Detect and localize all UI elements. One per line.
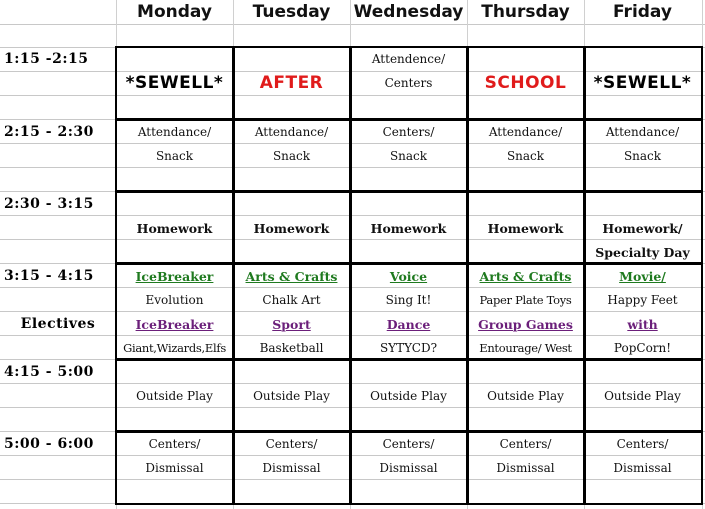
slot2-thursday-line2: Snack [506,149,545,163]
elective-thursday-2-link[interactable]: Group Games [478,316,573,332]
slot6-thursday-line1: Centers/ [499,437,552,451]
slot3-friday-line1: Homework/ [602,220,683,236]
elective-tuesday-2-desc: Basketball [259,341,324,355]
slot1-wednesday-line2: Centers [384,76,433,90]
slot2-tuesday-line2: Snack [272,149,311,163]
slot6-monday-line2: Dismissal [145,461,204,475]
header-thursday: Thursday [481,2,570,22]
slot5-monday: Outside Play [136,389,213,403]
elective-monday-2-link[interactable]: IceBreaker [135,316,214,332]
time-label: 2:15 - 2:30 [4,124,94,140]
elective-friday-2-link[interactable]: with [627,316,658,332]
slot3-thursday: Homework [487,220,564,236]
elective-monday-1-link[interactable]: IceBreaker [135,268,214,284]
slot2-monday-line1: Attendance/ [137,125,212,139]
slot1-friday: *SEWELL* [593,73,692,93]
time-label: 5:00 - 6:00 [4,436,94,452]
header-tuesday: Tuesday [252,2,331,22]
elective-wednesday-2-desc: SYTYCD? [379,341,438,355]
elective-wednesday-2-link[interactable]: Dance [386,316,431,332]
slot5-friday: Outside Play [604,389,681,403]
slot3-wednesday: Homework [370,220,447,236]
slot3-tuesday: Homework [253,220,330,236]
slot6-wednesday-line1: Centers/ [382,437,435,451]
slot6-monday-line1: Centers/ [148,437,201,451]
elective-friday-1-link[interactable]: Movie/ [619,268,666,284]
electives-label: Electives [20,316,96,332]
slot1-thursday: SCHOOL [484,73,567,93]
slot2-wednesday-line1: Centers/ [382,125,435,139]
time-label: 3:15 - 4:15 [4,268,94,284]
elective-wednesday-1-desc: Sing It! [385,293,432,307]
time-label: 1:15 -2:15 [4,51,89,67]
slot6-friday-line1: Centers/ [616,437,669,451]
gridline [0,24,705,25]
slot6-wednesday-line2: Dismissal [379,461,438,475]
slot5-tuesday: Outside Play [253,389,330,403]
slot2-friday-line1: Attendance/ [605,125,680,139]
slot5-wednesday: Outside Play [370,389,447,403]
elective-monday-2-desc: Giant,Wizards,Elfs [123,341,226,355]
slot5-thursday: Outside Play [487,389,564,403]
slot1-tuesday: AFTER [259,73,324,93]
elective-friday-1-desc: Happy Feet [607,293,678,307]
header-wednesday: Wednesday [353,2,464,22]
elective-tuesday-1-desc: Chalk Art [262,293,321,307]
elective-thursday-2-desc: Entourage/ West [479,341,572,355]
elective-thursday-1-link[interactable]: Arts & Crafts [479,268,572,284]
elective-tuesday-1-link[interactable]: Arts & Crafts [245,268,338,284]
slot1-wednesday-line1: Attendence/ [371,52,446,66]
time-label: 2:30 - 3:15 [4,196,94,212]
elective-tuesday-2-link[interactable]: Sport [272,316,311,332]
slot2-monday-line2: Snack [155,149,194,163]
slot1-monday: *SEWELL* [125,73,224,93]
slot2-thursday-line1: Attendance/ [488,125,563,139]
slot6-tuesday-line2: Dismissal [262,461,321,475]
time-label: 4:15 - 5:00 [4,364,94,380]
elective-monday-1-desc: Evolution [145,293,204,307]
slot3-monday: Homework [136,220,213,236]
header-friday: Friday [613,2,672,22]
slot6-friday-line2: Dismissal [613,461,672,475]
slot2-wednesday-line2: Snack [389,149,428,163]
slot2-tuesday-line1: Attendance/ [254,125,329,139]
elective-friday-2-desc: PopCorn! [613,341,672,355]
slot6-thursday-line2: Dismissal [496,461,555,475]
slot3-friday-line2: Specialty Day [595,244,690,260]
slot6-tuesday-line1: Centers/ [265,437,318,451]
header-monday: Monday [137,2,212,22]
elective-thursday-1-desc: Paper Plate Toys [479,293,572,307]
slot2-friday-line2: Snack [623,149,662,163]
elective-wednesday-1-link[interactable]: Voice [389,268,428,284]
